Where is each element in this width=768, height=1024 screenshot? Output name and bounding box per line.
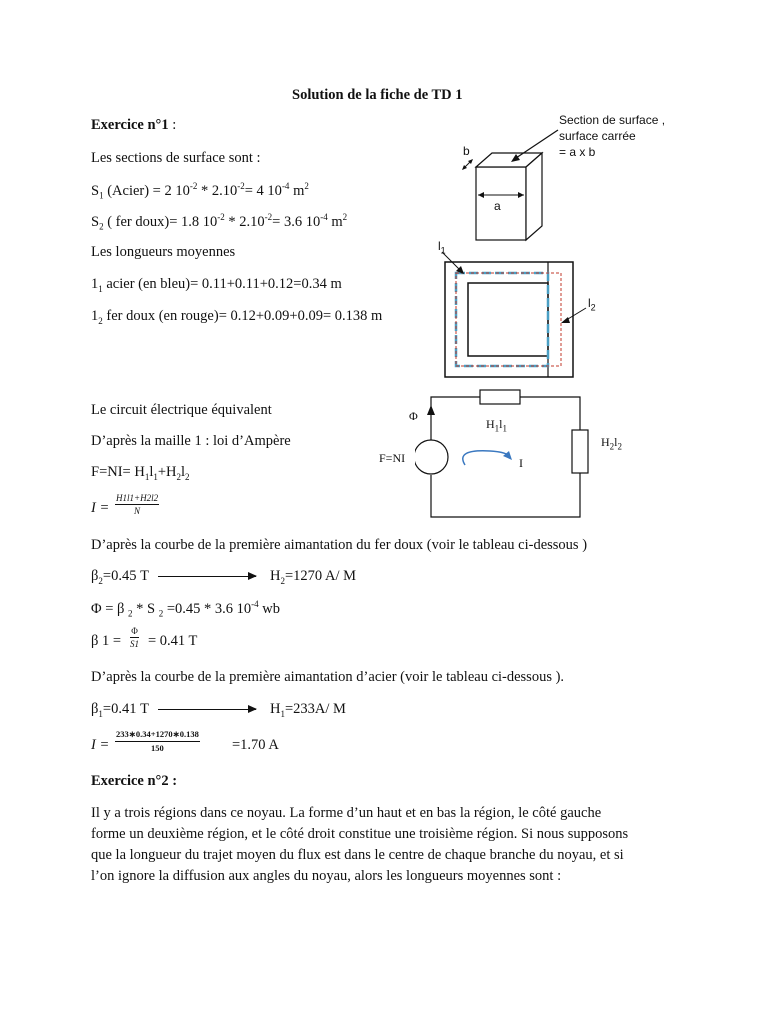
h2-value: $H_2=1270$ A/ M xyxy=(270,568,357,586)
l1-equation: $1_1$ acier (en bleu)= 0.11+0.11+0.12=0.34 m xyxy=(91,276,342,294)
box-label-b: b xyxy=(463,144,470,158)
beta2-line: $\beta_2=0.45$ T xyxy=(91,568,149,586)
i-formula-symbol: I = xyxy=(91,500,110,516)
circuit-wire xyxy=(431,473,580,517)
paragraph-line: l’on ignore la diffusion aux angles du noyau, alors les longueurs moyennes sont : xyxy=(91,868,562,884)
paragraph-line: que la longueur du trajet moyen du flux est dans le centre de chaque branche du noyau, et si xyxy=(91,847,624,863)
core-window xyxy=(468,283,548,356)
circuit-source-label: F=NI xyxy=(379,451,406,465)
core-outer xyxy=(445,262,573,377)
source-circle xyxy=(415,440,448,474)
blue-mean-path xyxy=(456,273,548,366)
beta1-line: $\beta_1=0.41$ T xyxy=(91,701,149,719)
exercise-1-heading: Exercice n°1 : xyxy=(91,117,177,133)
circuit-loop-label: I xyxy=(519,456,523,470)
equivalent-circuit-figure xyxy=(415,385,605,525)
beta2-arrow xyxy=(158,576,256,577)
courbe-acier-line: D’après la courbe de la première aimantation d’acier (voir le tableau ci-dessous ). xyxy=(91,669,565,685)
l2-equation: $1_2$ fer doux (en rouge)= 0.12+0.09+0.09= 0.138 m xyxy=(91,308,383,326)
circuit-wire xyxy=(431,397,480,440)
circuit-intro: Le circuit électrique équivalent xyxy=(91,402,272,418)
core-label-l1: $l_1$ xyxy=(438,239,446,256)
resistor-h2l2 xyxy=(572,430,588,473)
red-mean-path xyxy=(456,273,561,366)
circuit-h1l1-label: $H_1l_1$ xyxy=(486,417,508,434)
beta1-arrow xyxy=(158,709,256,710)
beta1-result: = 0.41 T xyxy=(148,633,198,649)
paragraph-line: Il y a trois régions dans ce noyau. La forme d’un haut et en bas la région, le côté gauche xyxy=(91,805,602,821)
loop-arrow xyxy=(463,451,510,465)
exercise-2-paragraph xyxy=(91,803,691,887)
box-front-face xyxy=(476,167,526,240)
s2-equation: $S_2$ ( fer doux)= 1.8 $10^{-2} * 2.10^{-2}= 3.6$ $10^{-4}$ $m^2$ xyxy=(91,212,348,232)
section-note-line3: = a x b xyxy=(559,145,596,159)
maille-line: D’après la maille 1 : loi d’Ampère xyxy=(91,433,291,449)
s1-equation: $S_1$ (Acier) = 2 $10^{-2} * 2.10^{-2}= 4$ $10^{-4}$ $m^2$ xyxy=(91,181,309,201)
resistor-h1l1 xyxy=(480,390,520,404)
box-label-a: a xyxy=(494,199,501,213)
h1-value: $H_1=233A/$ M xyxy=(270,701,346,719)
section-note-line1: Section de surface , xyxy=(559,113,666,127)
core-label-l2: $l_2$ xyxy=(588,296,596,313)
beta1-fraction: $\frac{\Phi}{S1}$ xyxy=(130,626,139,649)
magnetic-core-figure xyxy=(430,240,590,385)
page-title: Solution de la fiche de TD 1 xyxy=(292,87,463,103)
lengths-intro: Les longueurs moyennes xyxy=(91,244,236,260)
circuit-h2l2-label: $H_2l_2$ xyxy=(601,435,623,452)
i-final-fraction: $\frac{233∗0.34+1270∗0.138}{150}$ xyxy=(116,729,199,753)
i-final-symbol: I = xyxy=(91,737,110,753)
flux-arrow xyxy=(427,405,435,415)
sections-intro: Les sections de surface sont : xyxy=(91,150,261,166)
courbe-fer-line: D’après la courbe de la première aimantation du fer doux (voir le tableau ci-dessous ) xyxy=(91,537,588,553)
i-formula-fraction: $\frac{H1l1+H2l2}{N}$ xyxy=(116,493,159,516)
circuit-phi-label: Φ xyxy=(409,409,418,423)
beta1-symbol: β 1 = xyxy=(91,633,122,649)
exercise-2-heading: Exercice n°2 : xyxy=(91,773,178,789)
fni-equation: $F=NI= H_1l_1+H_2l_2$ xyxy=(91,464,190,482)
section-note-line2: surface carrée xyxy=(559,129,636,143)
box-side-face xyxy=(526,153,542,240)
i-final-result: =1.70 A xyxy=(232,737,279,753)
paragraph-line: forme un deuxième région, et le côté droit constitue une troisième région. Si nous supposons xyxy=(91,826,629,842)
phi-equation: Φ = β $_2$ * S $_2$ =0.45 * 3.6 $10^{-4}$ wb xyxy=(91,599,281,619)
circuit-wire xyxy=(520,397,580,430)
